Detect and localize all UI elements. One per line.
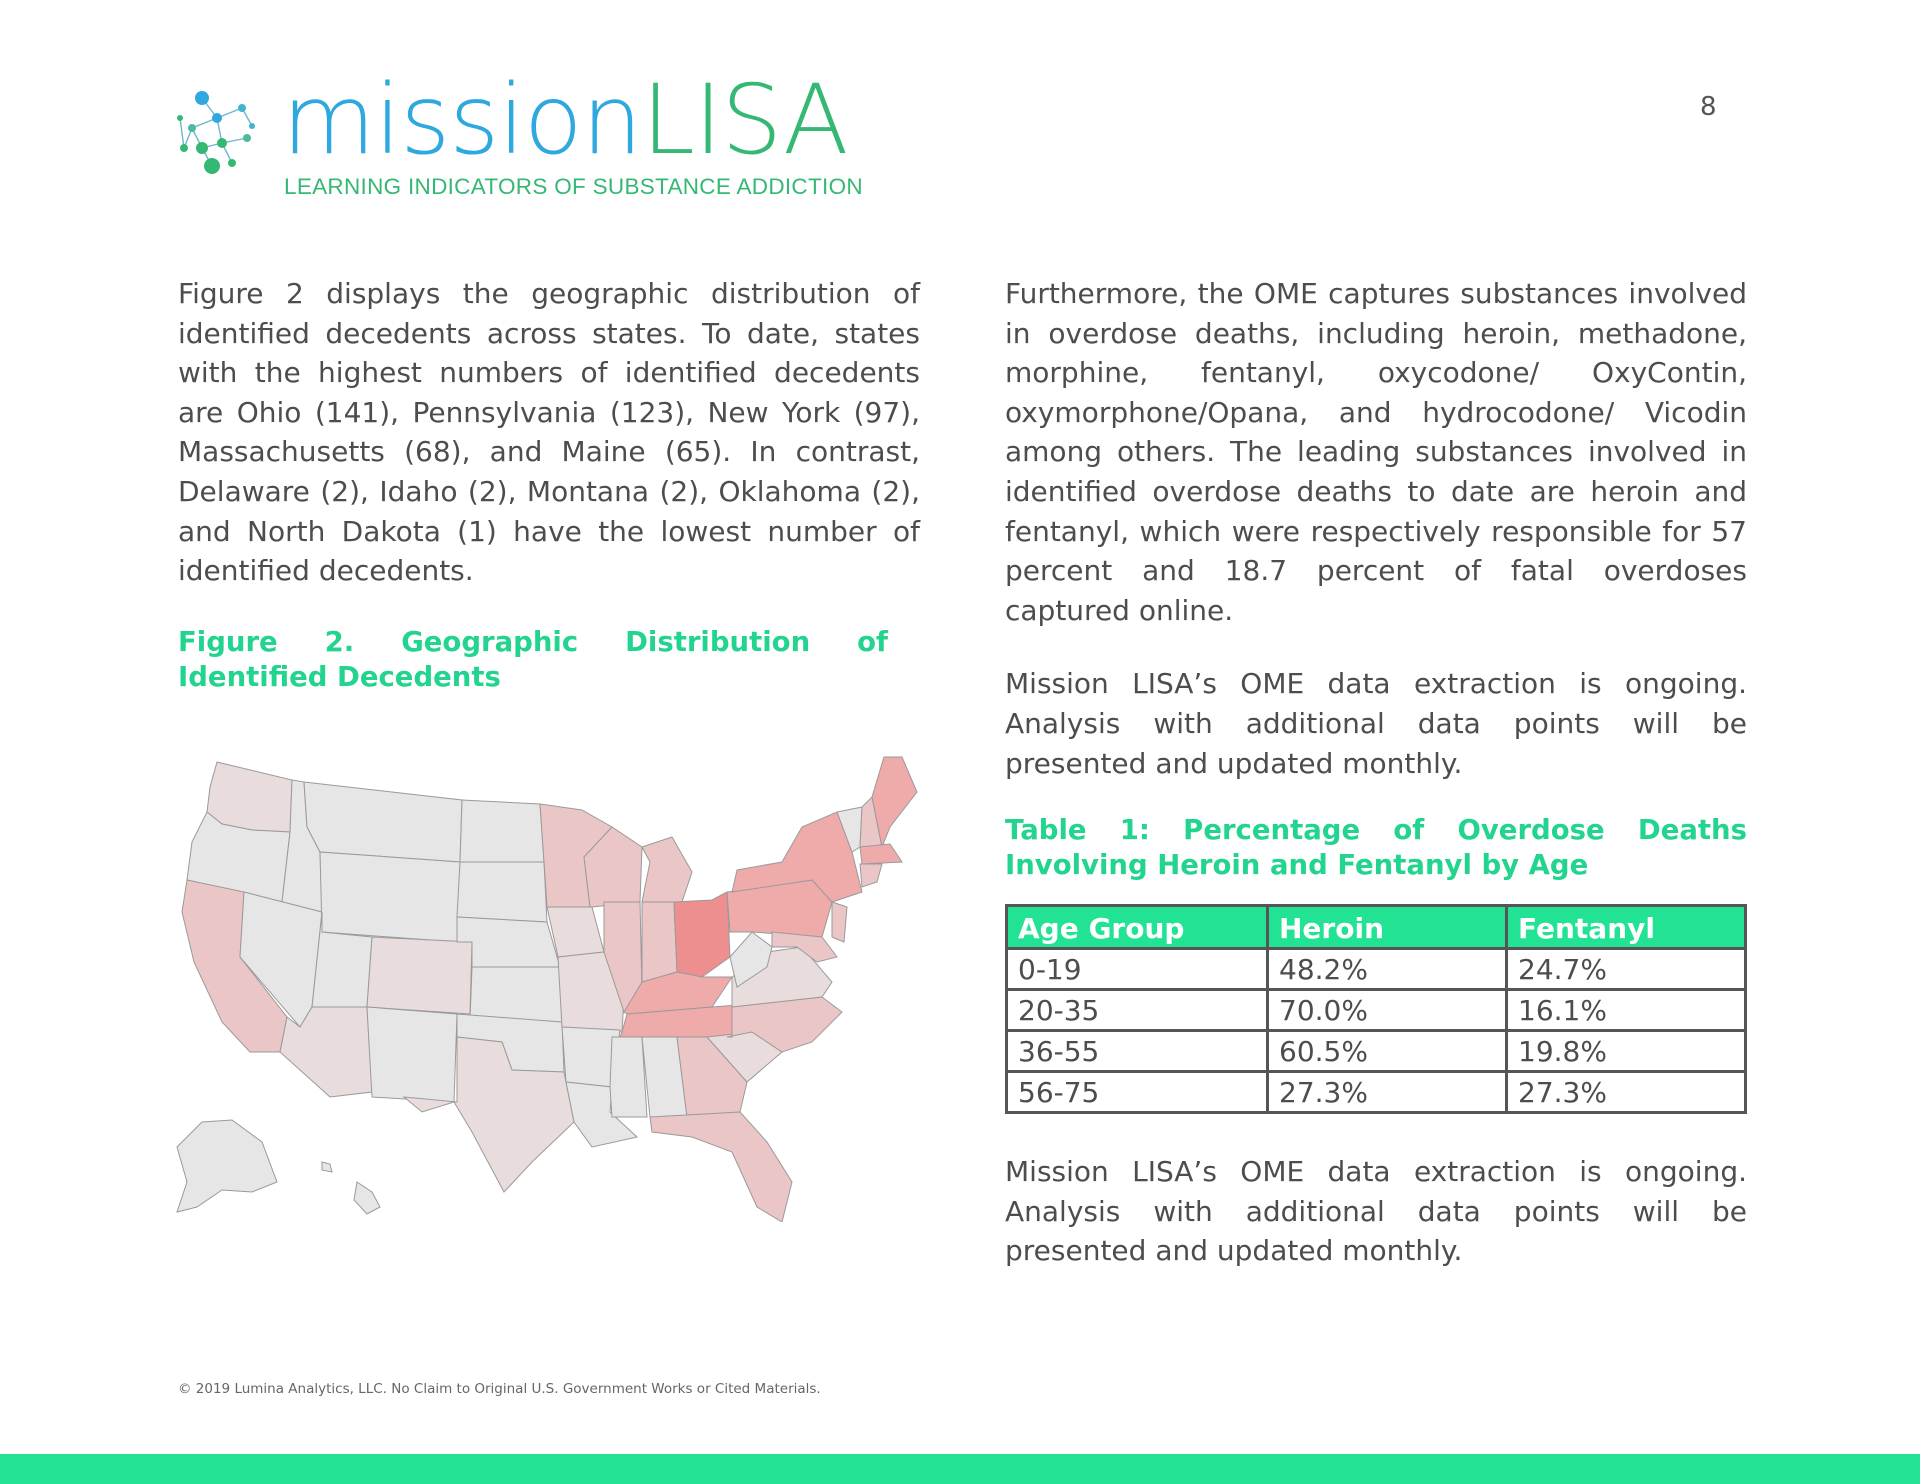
substances-paragraph: Furthermore, the OME captures substances involved in overdose deaths, including heroin, methadone, morphine, fentanyl, oxycodone/ OxyContin, oxymorphone/Opana, and hydrocodone/ Vicodin among others. The leading substances involved in identified overdose deaths to date are heroin and fentanyl, which were respectively responsible for 57 percent and 18.7 percent of fatal overdoses captured online. — [1005, 277, 1747, 627]
right-column — [1005, 274, 1747, 883]
state-montana — [304, 782, 462, 862]
state-north-dakota — [460, 800, 544, 862]
state-hawaii — [354, 1182, 380, 1214]
closing-paragraph: Mission LISA’s OME data extraction is ongoing. Analysis with additional data points will be presented and updated monthly. — [1005, 1155, 1747, 1268]
header-fentanyl: Fentanyl — [1507, 906, 1746, 949]
state-nebraska — [457, 917, 560, 967]
table-row — [1007, 990, 1746, 1031]
state-iowa — [547, 907, 604, 957]
state-washington — [207, 762, 292, 832]
state-south-dakota — [457, 862, 547, 922]
state-florida — [650, 1112, 792, 1222]
state-hawaii-islands — [322, 1162, 332, 1172]
left-column — [178, 274, 920, 695]
table-row — [1007, 1072, 1746, 1113]
state-connecticut — [860, 864, 882, 887]
table-row — [1007, 949, 1746, 990]
logo-tagline: LEARNING INDICATORS OF SUBSTANCE ADDICTION — [284, 174, 863, 199]
copyright-note: © 2019 Lumina Analytics, LLC. No Claim to Original U.S. Government Works or Cited Materials. — [178, 1381, 821, 1397]
state-new-jersey — [832, 902, 847, 942]
cell-fentanyl: 24.7% — [1507, 949, 1746, 990]
cell-age-group: 36-55 — [1007, 1031, 1268, 1072]
figure-title: Figure 2. Geographic Distribution of Identified Decedents — [178, 625, 888, 693]
state-colorado — [367, 937, 472, 1014]
logo-wordmark — [282, 64, 848, 176]
us-map-figure — [172, 752, 922, 1222]
cell-heroin: 48.2% — [1268, 949, 1507, 990]
table-row — [1007, 1031, 1746, 1072]
table-header-row — [1007, 906, 1746, 949]
table-title: Table 1: Percentage of Overdose Deaths Involving Heroin and Fentanyl by Age — [1005, 814, 1747, 882]
header-heroin: Heroin — [1268, 906, 1507, 949]
state-kansas — [470, 967, 562, 1022]
network-logo-icon — [172, 88, 262, 178]
cell-heroin: 27.3% — [1268, 1072, 1507, 1113]
us-choropleth-map — [172, 752, 922, 1222]
logo-word-mission: mission — [282, 64, 642, 176]
cell-age-group: 20-35 — [1007, 990, 1268, 1031]
header-age-group: Age Group — [1007, 906, 1268, 949]
overdose-table — [1005, 904, 1747, 1114]
intro-paragraph: Figure 2 displays the geographic distribution of identified decedents across states. To date, states with the highest numbers of identified decedents are Ohio (141), Pennsylvania (123), New York (97), Massachusetts (68), and Maine (65). In contrast, Delaware (2), Idaho (2), Montana (2), Oklahoma (2), and North Dakota (1) have the lowest number of identified decedents. — [178, 277, 920, 588]
ongoing-paragraph: Mission LISA’s OME data extraction is ongoing. Analysis with additional data points will be presented and updated monthly. — [1005, 667, 1747, 780]
mission-lisa-logo — [172, 64, 872, 206]
state-mississippi — [610, 1037, 647, 1117]
state-new-mexico — [367, 1007, 457, 1102]
cell-age-group: 56-75 — [1007, 1072, 1268, 1113]
cell-fentanyl: 19.8% — [1507, 1031, 1746, 1072]
state-ohio — [674, 892, 730, 977]
state-alaska — [177, 1120, 277, 1212]
cell-fentanyl: 27.3% — [1507, 1072, 1746, 1113]
state-wyoming — [320, 852, 460, 942]
state-massachusetts — [860, 844, 902, 864]
cell-heroin: 60.5% — [1268, 1031, 1507, 1072]
page-number: 8 — [1700, 92, 1717, 122]
state-michigan — [642, 837, 692, 902]
cell-age-group: 0-19 — [1007, 949, 1268, 990]
cell-fentanyl: 16.1% — [1507, 990, 1746, 1031]
cell-heroin: 70.0% — [1268, 990, 1507, 1031]
footer-accent-bar — [0, 1454, 1920, 1484]
state-indiana — [642, 902, 677, 982]
logo-word-lisa: LISA — [641, 64, 848, 176]
closing-column — [1005, 1152, 1747, 1271]
